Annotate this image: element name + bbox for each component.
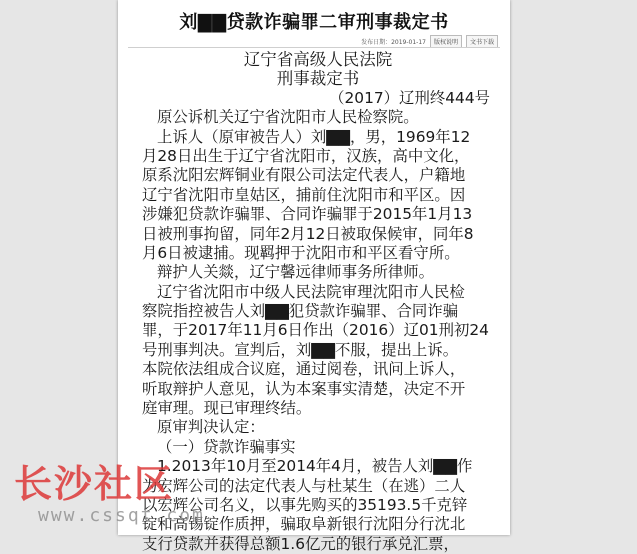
body-line: 日被刑事拘留，同年2月12日被取保候审，同年8 — [142, 224, 474, 243]
body-line: 辩护人关燚，辽宁馨远律师事务所律师。 — [157, 263, 435, 282]
body-line: 原公诉机关辽宁省沈阳市人民检察院。 — [157, 108, 419, 127]
body-line: 察院指控被告人刘▇▇犯贷款诈骗罪、合同诈骗 — [142, 302, 459, 321]
body-line: 月6日被逮捕。现羁押于沈阳市和平区看守所。 — [142, 243, 460, 262]
body-line: 罪，于2017年11月6日作出（2016）辽01刑初24 — [142, 321, 489, 340]
body-line: 锭和高锡锭作质押，骗取阜新银行沈阳分行沈北 — [142, 515, 466, 534]
body-line: 原审判决认定： — [157, 418, 265, 437]
document-page — [118, 0, 510, 553]
body-line: 原系沈阳宏辉铜业有限公司法定代表人，户籍地 — [142, 166, 466, 185]
body-line: 本院依法组成合议庭，通过阅卷，讯问上诉人， — [142, 360, 466, 379]
title-divider — [128, 47, 500, 48]
watermark-url: www.cssqt.com — [38, 505, 205, 526]
body-line: 庭审理。现已审理终结。 — [142, 399, 312, 418]
document-body — [142, 50, 494, 554]
document-title: 刘▇▇贷款诈骗罪二审刑事裁定书 — [179, 12, 449, 33]
body-line: 1.2013年10月至2014年4月，被告人刘▇▇作 — [157, 457, 473, 476]
body-line: 号刑事判决。宣判后，刘▇▇不服，提出上诉。 — [142, 340, 459, 359]
body-line: 辽宁省沈阳市中级人民法院审理沈阳市人民检 — [157, 282, 465, 301]
case-number: （2017）辽刑终444号 — [329, 88, 490, 107]
body-line: 月28日出生于辽宁省沈阳市，汉族，高中文化， — [142, 146, 470, 165]
body-line: 支行贷款并获得总额1.6亿元的银行承兑汇票， — [142, 534, 459, 553]
body-line: 上诉人（原审被告人）刘▇▇，男，1969年12 — [157, 127, 471, 146]
body-line: 以宏辉公司名义，以事先购买的35193.5千克锌 — [142, 495, 468, 514]
body-line: 为宏辉公司的法定代表人与杜某生（在逃）二人 — [142, 476, 466, 495]
download-button[interactable]: 文书下载 — [466, 35, 498, 48]
watermark-logo-text: 长沙社区 — [14, 462, 175, 506]
publish-date: 发布日期：2019-01-17 — [361, 39, 426, 46]
body-line: 听取辩护人意见，认为本案事实清楚，决定不开 — [142, 379, 466, 398]
document-type: 刑事裁定书 — [276, 69, 360, 89]
court-name: 辽宁省高级人民法院 — [243, 50, 393, 69]
body-line: 辽宁省沈阳市皇姑区，捕前住沈阳市和平区。因 — [142, 185, 466, 204]
copyright-button[interactable]: 版权说明 — [430, 35, 462, 48]
body-line: 涉嫌犯贷款诈骗罪、合同诈骗罪于2015年1月13 — [142, 205, 473, 224]
section-heading: （一）贷款诈骗事实 — [157, 437, 296, 456]
